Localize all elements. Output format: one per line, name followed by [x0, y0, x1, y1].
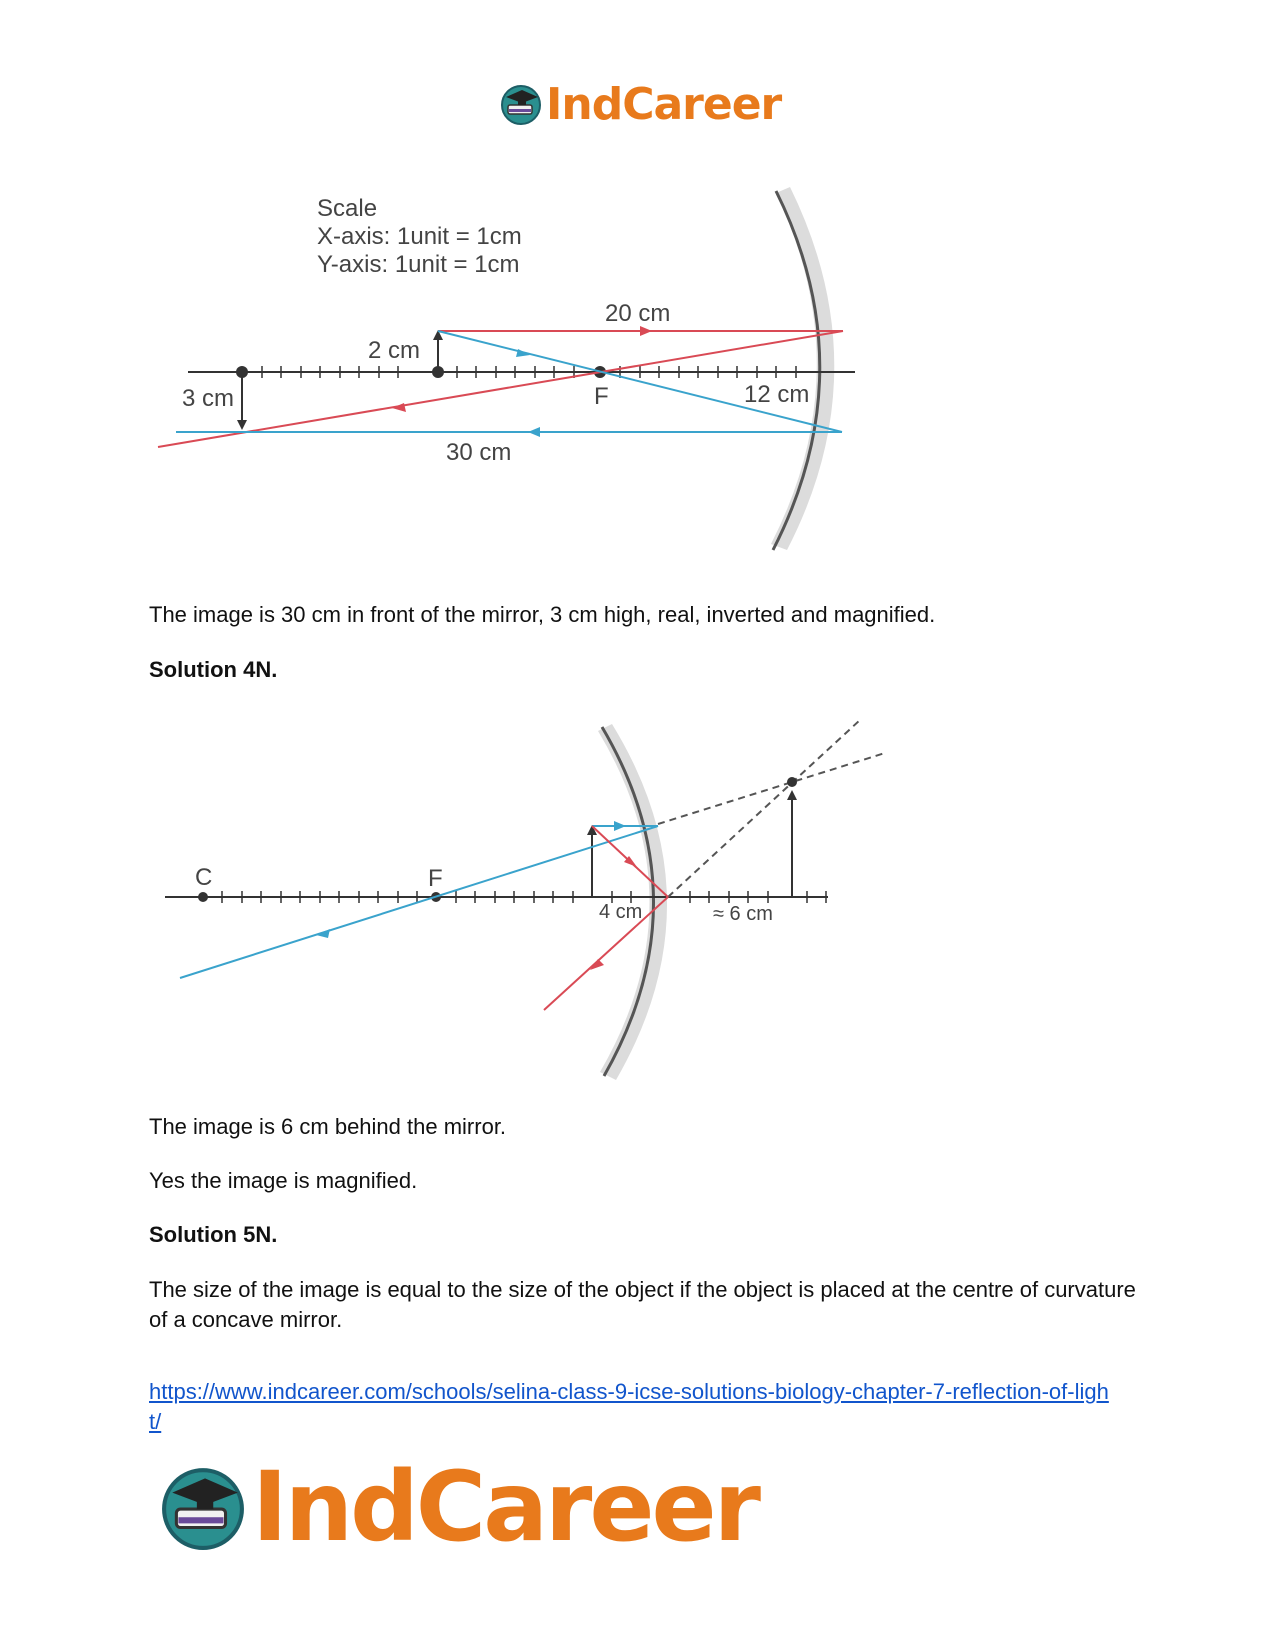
ray-diagram-1 — [0, 0, 1275, 580]
label-C: C — [195, 864, 213, 891]
label-30cm: 30 cm — [446, 439, 512, 466]
answer-text-4: The size of the image is equal to the size of the object if the object is placed at the centre of curvature of a concave mirror. — [149, 1277, 1136, 1332]
scale-title: Scale — [317, 195, 378, 222]
label-3cm: 3 cm — [182, 385, 235, 412]
mirror-shade — [771, 187, 834, 550]
centre-of-curvature-point — [198, 892, 208, 902]
label-6cm: ≈ 6 cm — [713, 903, 773, 925]
ray-diagram-2 — [0, 700, 1275, 1090]
dashed-extension-2 — [658, 753, 885, 824]
label-20cm: 20 cm — [605, 300, 671, 327]
blue-ray-reflected — [180, 826, 658, 978]
brand-name: IndCareer — [546, 78, 782, 130]
scale-x: X-axis: 1unit = 1cm — [317, 223, 522, 250]
label-4cm: 4 cm — [599, 901, 643, 923]
dashed-extension-1 — [668, 720, 860, 897]
label-2cm: 2 cm — [368, 337, 421, 364]
heading-solution-4n: Solution 4N. — [149, 657, 278, 682]
source-link[interactable]: https://www.indcareer.com/schools/selina-class-9-icse-solutions-biology-chapter-7-reflection-of-light/ — [149, 1379, 1109, 1434]
label-F: F — [428, 865, 443, 892]
label-F: F — [594, 383, 609, 410]
label-12cm: 12 cm — [744, 381, 810, 408]
answer-text-3: Yes the image is magnified. — [149, 1168, 418, 1193]
answer-text-2: The image is 6 cm behind the mirror. — [149, 1114, 507, 1139]
bottom-logo — [160, 1451, 758, 1563]
red-ray-reflected — [158, 331, 843, 447]
virtual-image-top-point — [787, 777, 797, 787]
graduation-cap-book-globe-icon — [160, 1464, 246, 1550]
heading-solution-5n: Solution 5N. — [149, 1222, 278, 1247]
answer-text-1: The image is 30 cm in front of the mirror, 3 cm high, real, inverted and magnified. — [149, 602, 936, 627]
scale-y: Y-axis: 1unit = 1cm — [317, 251, 520, 278]
brand-name: IndCareer — [252, 1451, 758, 1563]
